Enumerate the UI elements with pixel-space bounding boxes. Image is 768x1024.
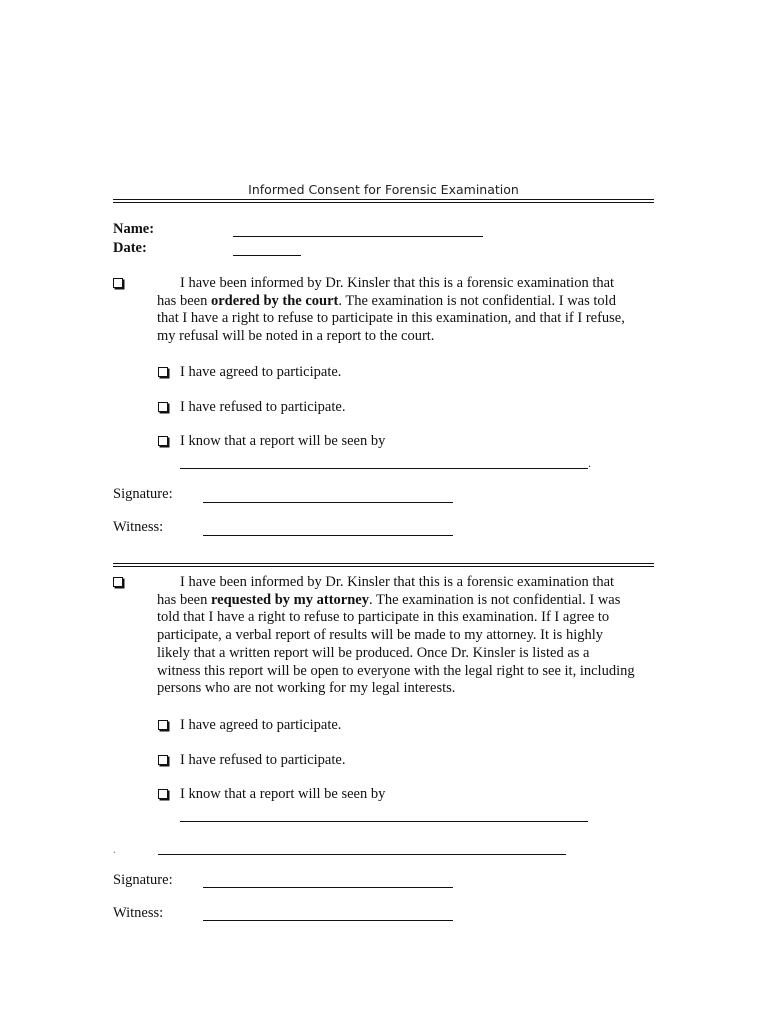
paragraph-text: . The examination is not confidential. I was told: [338, 292, 616, 309]
paragraph-line: likely that a written report will be produced. Once Dr. Kinsler is listed as a: [157, 644, 590, 661]
refused-checkbox[interactable]: [158, 755, 168, 765]
section-divider-rule: [113, 563, 654, 567]
attorney-requested-checkbox[interactable]: [113, 577, 123, 587]
refused-checkbox[interactable]: [158, 402, 168, 412]
report-seen-option-label: I know that a report will be seen by: [180, 786, 386, 802]
requested-by-attorney-emphasis: requested by my attorney: [210, 591, 369, 608]
agreed-option-label: I have agreed to participate.: [180, 364, 342, 380]
date-field[interactable]: [233, 255, 301, 256]
paragraph-line: told that I have a right to refuse to participate in this examination. If I agree to: [157, 609, 610, 626]
line-end-period: .: [588, 456, 591, 470]
paragraph-line: [157, 293, 657, 311]
paragraph-line: [157, 592, 657, 610]
court-ordered-checkbox[interactable]: [113, 278, 123, 288]
witness-label: Witness:: [113, 905, 164, 921]
paragraph-text: has been: [157, 292, 211, 309]
signature-field[interactable]: [203, 502, 453, 503]
court-ordered-paragraph: [157, 275, 657, 346]
name-field[interactable]: [233, 236, 483, 237]
refused-option-label: I have refused to participate.: [180, 399, 346, 415]
report-recipient-field[interactable]: [180, 468, 588, 469]
agreed-checkbox[interactable]: [158, 367, 168, 377]
stray-mark: .: [113, 842, 116, 856]
paragraph-line: that I have a right to refuse to participate in this examination, and that if I refuse,: [157, 310, 625, 327]
witness-field[interactable]: [203, 535, 453, 536]
paragraph-line: participate, a verbal report of results will be made to my attorney. It is highly: [157, 627, 604, 644]
witness-label: Witness:: [113, 519, 164, 535]
date-label: Date:: [113, 240, 147, 256]
report-seen-option-label: I know that a report will be seen by: [180, 433, 386, 449]
signature-field[interactable]: [203, 887, 453, 888]
paragraph-line: my refusal will be noted in a report to the court.: [157, 328, 435, 345]
report-seen-checkbox[interactable]: [158, 436, 168, 446]
report-recipient-field[interactable]: [180, 821, 588, 822]
witness-field[interactable]: [203, 920, 453, 921]
paragraph-text: has been: [157, 591, 211, 608]
title-double-rule: [113, 199, 654, 203]
paragraph-line: I have been informed by Dr. Kinsler that this is a forensic examination that: [180, 275, 615, 291]
report-recipient-field-2[interactable]: [158, 854, 566, 855]
paragraph-line: I have been informed by Dr. Kinsler that this is a forensic examination that: [180, 574, 615, 590]
refused-option-label: I have refused to participate.: [180, 752, 346, 768]
page-title: Informed Consent for Forensic Examination: [248, 182, 519, 197]
ordered-by-court-emphasis: ordered by the court: [210, 292, 339, 309]
paragraph-line: persons who are not working for my legal interests.: [157, 680, 456, 697]
paragraph-line: witness this report will be open to everyone with the legal right to see it, including: [157, 662, 635, 679]
signature-label: Signature:: [113, 872, 173, 888]
attorney-requested-paragraph: [157, 574, 657, 698]
name-label: Name:: [113, 221, 155, 237]
paragraph-text: . The examination is not confidential. I was: [368, 591, 621, 608]
report-seen-checkbox[interactable]: [158, 789, 168, 799]
signature-label: Signature:: [113, 486, 173, 502]
agreed-checkbox[interactable]: [158, 720, 168, 730]
agreed-option-label: I have agreed to participate.: [180, 717, 342, 733]
